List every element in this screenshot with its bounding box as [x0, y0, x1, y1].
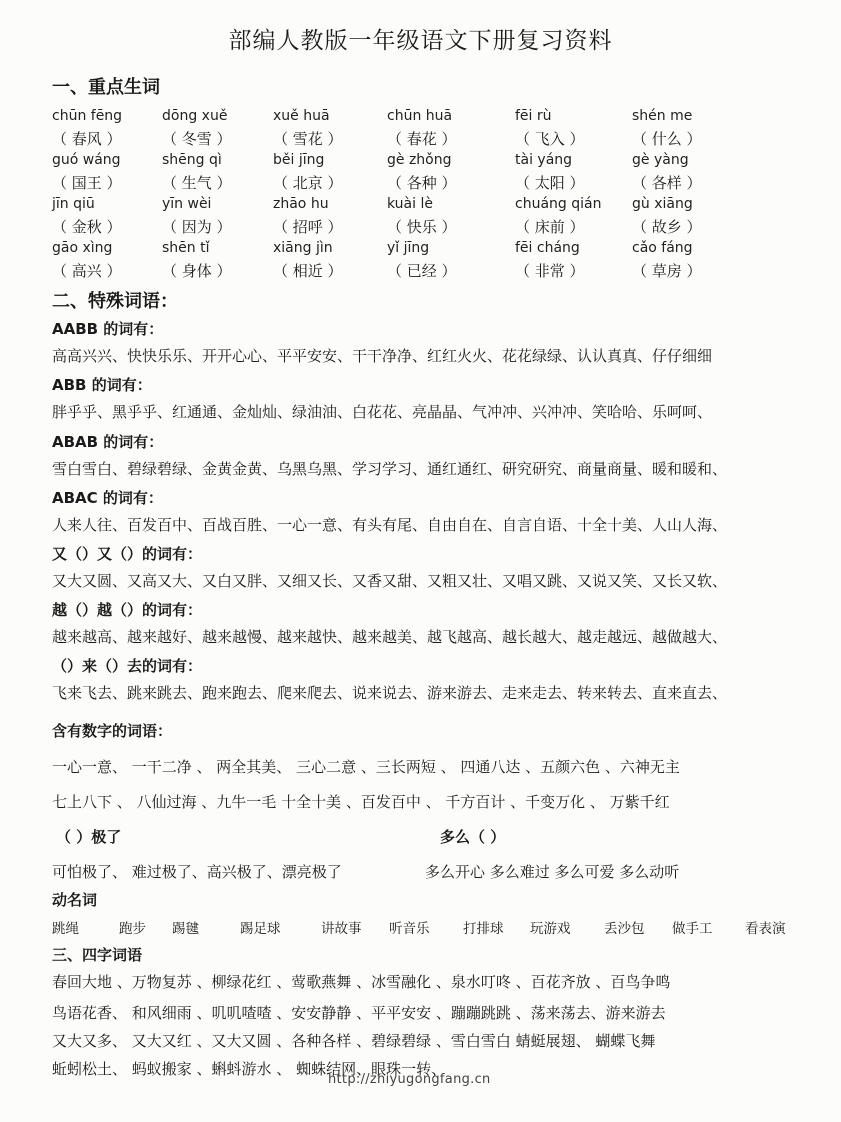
vocab-word: （ 身体 ）	[162, 262, 232, 280]
vocab-word: （ 已经 ）	[387, 262, 457, 280]
verb-noun-item: 跑步	[119, 921, 146, 937]
pinyin: běi jīng	[273, 152, 325, 168]
pinyin: zhāo hu	[273, 196, 329, 212]
vocab-word: （ 什么 ）	[632, 130, 702, 148]
verb-noun-item: 跳绳	[52, 921, 79, 937]
word-group-label: 越（）越（）的词有：	[52, 601, 203, 619]
four-char-line-1: 春回大地 、万物复苏 、柳绿花红 、莺歌燕舞 、冰雪融化 、泉水叮咚 、百花齐放 、百鸟争鸣	[52, 973, 671, 991]
numbers-label: 含有数字的词语：	[52, 722, 173, 740]
pinyin: xiāng jìn	[273, 240, 333, 256]
page-title: 部编人教版一年级语文下册复习资料	[228, 28, 613, 54]
word-group-text: 高高兴兴、快快乐乐、开开心心、平平安安、干干净净、红红火火、花花绿绿、认认真真、仔仔细细	[52, 347, 713, 365]
vocab-word: （ 雪花 ）	[273, 130, 343, 148]
pinyin: chuáng qián	[515, 196, 602, 212]
ji-le-line: 可怕极了、 难过极了、高兴极了、漂亮极了	[52, 863, 342, 881]
vocab-word: （ 金秋 ）	[52, 218, 122, 236]
section-heading-special-words: 二、特殊词语：	[52, 291, 178, 312]
vocab-word: （ 春花 ）	[387, 130, 457, 148]
verb-noun-item: 玩游戏	[530, 921, 571, 937]
vocab-word: （ 春风 ）	[52, 130, 122, 148]
verb-noun-label: 动名词	[52, 891, 98, 909]
section-heading-four-char: 三、四字词语	[52, 946, 143, 964]
verb-noun-item: 丢沙包	[604, 921, 645, 937]
verb-noun-item: 踢足球	[240, 921, 281, 937]
pinyin: yīn wèi	[162, 196, 212, 212]
vocab-word: （ 因为 ）	[162, 218, 232, 236]
word-group-text: 越来越高、越来越好、越来越慢、越来越快、越来越美、越飞越高、越长越大、越走越远、越做越大、	[52, 628, 728, 646]
pinyin: cǎo fáng	[632, 240, 693, 256]
pinyin: gù xiāng	[632, 196, 693, 212]
ji-le-label: （ ）极了	[56, 828, 122, 846]
vocab-word: （ 各种 ）	[387, 174, 457, 192]
vocab-word: （ 太阳 ）	[515, 174, 585, 192]
pinyin: fēi cháng	[515, 240, 580, 256]
vocab-word: （ 快乐 ）	[387, 218, 457, 236]
pinyin: yǐ jīng	[387, 240, 430, 256]
vocab-word: （ 各样 ）	[632, 174, 702, 192]
word-group-label: 又（）又（）的词有：	[52, 545, 203, 563]
word-group-label: ABB 的词有：	[52, 376, 152, 394]
pinyin: fēi rù	[515, 108, 552, 124]
vocab-word: （ 招呼 ）	[273, 218, 343, 236]
pinyin: jīn qiū	[52, 196, 95, 212]
pinyin: chūn fēng	[52, 108, 123, 124]
pinyin: kuài lè	[387, 196, 433, 212]
pinyin: shén me	[632, 108, 693, 124]
pinyin: shēng qì	[162, 152, 222, 168]
vocab-word: （ 北京 ）	[273, 174, 343, 192]
word-group-text: 人来人往、百发百中、百战百胜、一心一意、有头有尾、自由自在、自言自语、十全十美、人山人海、	[52, 516, 728, 534]
vocab-word: （ 草房 ）	[632, 262, 702, 280]
word-group-label: （）来（）去的词有：	[52, 657, 203, 675]
pinyin: tài yáng	[515, 152, 573, 168]
vocab-word: （ 高兴 ）	[52, 262, 122, 280]
pinyin: chūn huā	[387, 108, 453, 124]
vocab-word: （ 冬雪 ）	[162, 130, 232, 148]
duo-me-line: 多么开心 多么难过 多么可爱 多么动听	[425, 863, 680, 881]
pinyin: gè yàng	[632, 152, 689, 168]
word-group-text: 胖乎乎、黑乎乎、红通通、金灿灿、绿油油、白花花、亮晶晶、气冲冲、兴冲冲、笑哈哈、乐呵呵、	[52, 403, 713, 421]
four-char-line-2: 鸟语花香、 和风细雨 、叽叽喳喳 、安安静静 、平平安安 、蹦蹦跳跳 、荡来荡去、游来游去	[52, 1004, 666, 1022]
verb-noun-item: 听音乐	[389, 921, 430, 937]
vocab-word: （ 飞入 ）	[515, 130, 585, 148]
vocab-word: （ 生气 ）	[162, 174, 232, 192]
verb-noun-item: 踢毽	[172, 921, 199, 937]
pinyin: gè zhǒng	[387, 152, 452, 168]
word-group-text: 又大又圆、又高又大、又白又胖、又细又长、又香又甜、又粗又壮、又唱又跳、又说又笑、又长又软、	[52, 572, 728, 590]
verb-noun-item: 看表演	[745, 921, 786, 937]
pinyin: shēn tǐ	[162, 240, 210, 256]
pinyin: xuě huā	[273, 108, 330, 124]
word-group-text: 飞来飞去、跳来跳去、跑来跑去、爬来爬去、说来说去、游来游去、走来走去、转来转去、直来直去、	[52, 684, 728, 702]
pinyin: guó wáng	[52, 152, 121, 168]
vocab-word: （ 床前 ）	[515, 218, 585, 236]
numbers-line-2: 七上八下 、 八仙过海 、九牛一毛 十全十美 、百发百中 、 千方百计 、千变万化 、 万紫千红	[52, 793, 670, 811]
word-group-text: 雪白雪白、碧绿碧绿、金黄金黄、乌黑乌黑、学习学习、通红通红、研究研究、商量商量、暖和暖和、	[52, 460, 728, 478]
vocab-word: （ 故乡 ）	[632, 218, 702, 236]
verb-noun-item: 讲故事	[321, 921, 362, 937]
section-heading-key-words: 一、重点生词	[52, 77, 160, 98]
footer-url-watermark: http://zhiyugongfang.cn	[328, 1072, 491, 1087]
pinyin: dōng xuě	[162, 108, 228, 124]
verb-noun-item: 打排球	[463, 921, 504, 937]
four-char-line-4: 蚯蚓松土、 蚂蚁搬家 、蝌蚪游水 、 蜘蛛结网、眼珠一转、	[52, 1060, 447, 1078]
vocab-word: （ 相近 ）	[273, 262, 343, 280]
pinyin: gāo xìng	[52, 240, 113, 256]
word-group-label: AABB 的词有：	[52, 320, 164, 338]
verb-noun-item: 做手工	[672, 921, 713, 937]
duo-me-label: 多么（ ）	[440, 828, 506, 846]
word-group-label: ABAB 的词有：	[52, 433, 164, 451]
word-group-label: ABAC 的词有：	[52, 489, 163, 507]
vocab-word: （ 国王 ）	[52, 174, 122, 192]
four-char-line-3: 又大又多、 又大又红 、又大又圆 、各种各样 、碧绿碧绿 、雪白雪白 蜻蜓展翅、 蝴蝶飞舞	[52, 1032, 656, 1050]
numbers-line-1: 一心一意、 一干二净 、 两全其美、 三心二意 、三长两短 、 四通八达 、五颜六色 、六神无主	[52, 758, 680, 776]
vocab-word: （ 非常 ）	[515, 262, 585, 280]
